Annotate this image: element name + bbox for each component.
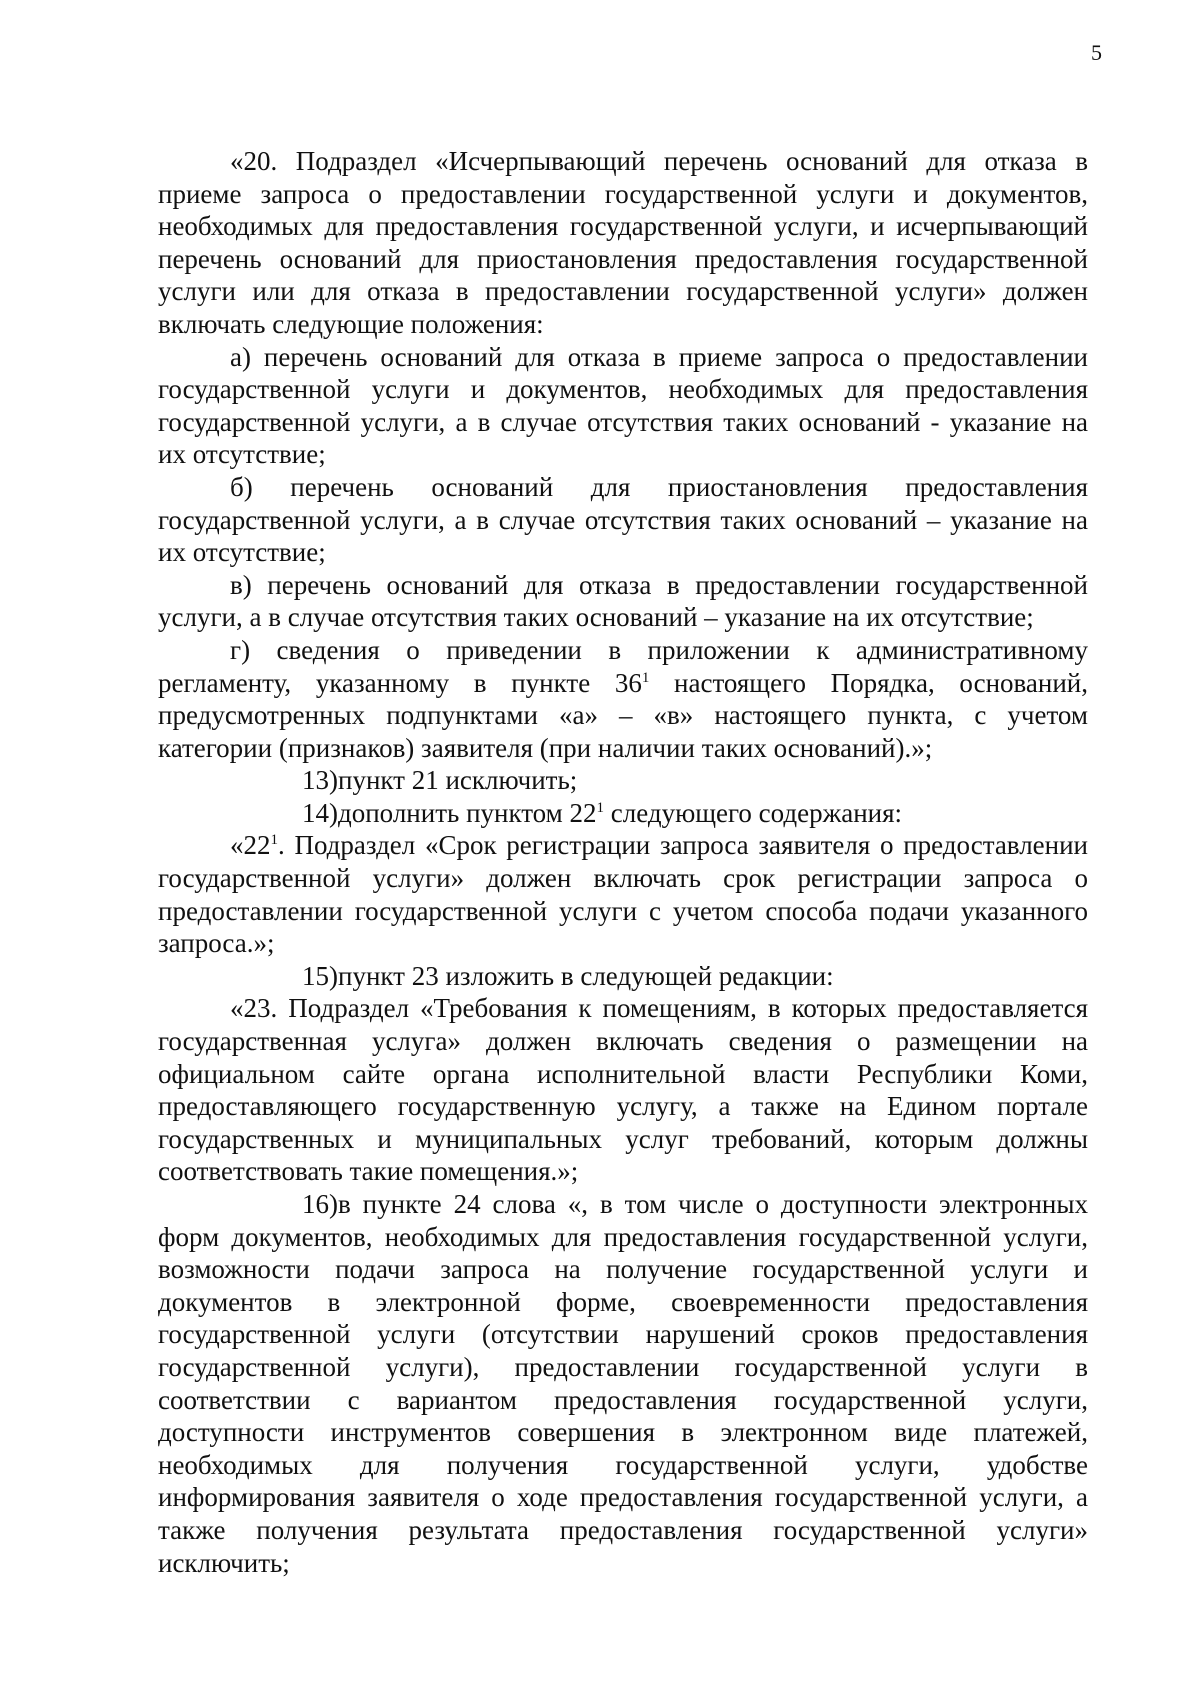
item-16	[158, 1188, 1088, 1579]
page-number: 5	[1091, 40, 1102, 65]
paragraph-g	[158, 634, 1088, 764]
item-15-number: 15)	[302, 960, 338, 991]
item-14-superscript: 1	[596, 799, 604, 816]
item-14-number: 14)	[302, 797, 338, 828]
paragraph-v: в) перечень оснований для отказа в предоставлении государственной услуги, а в случае отсутствия таких оснований – указание на их отсутствие;	[158, 569, 1088, 633]
paragraph-g-superscript: 1	[641, 669, 650, 686]
paragraph-g-text-2: настоящего Порядка, оснований, предусмотренных подпунктами «а» – «в» настоящего пункта, с учетом категории (признаков) заявителя (при наличии таких оснований).»;	[158, 667, 1088, 763]
paragraph-23: «23. Подраздел «Требования к помещениям, в которых предоставляется государственная услуга» должен включать сведения о размещении на официальном сайте органа исполнительной власти Республики Коми, предоставляющего государственную услугу, а также на Едином портале государственных и муниципальных услуг требований, которым должны соответствовать такие помещения.»;	[158, 993, 1088, 1187]
item-13	[158, 764, 1088, 797]
item-16-number: 16)	[302, 1189, 338, 1219]
paragraph-22-1-superscript: 1	[270, 832, 278, 849]
paragraph-20: «20. Подраздел «Исчерпывающий перечень оснований для отказа в приеме запроса о предоставлении государственной услуги и документов, необходимых для предоставления государственной услуги, и исчерпывающий перечень оснований для приостановления предоставления государственной услуги или для отказа в предоставлении государственной услуги» должен включать следующие положения:	[158, 146, 1088, 339]
item-16-text: в пункте 24 слова «, в том числе о доступности электронных форм документов, необходимых для предоставления государственной услуги, возможности подачи запроса на получение государственной услуги и документов в электронной форме, своевременности предоставления государственной услуги (отсутствии нарушений сроков предоставления государственной услуги), предоставлении государственной услуги в соответствии с вариантом предоставления государственной услуги, доступности инструментов совершения в электронном виде платежей, необходимых для получения государственной услуги, удобстве информирования заявителя о ходе предоставления государственной услуги, а также получения результата предоставления государственной услуги» исключить;	[158, 1189, 1088, 1578]
paragraph-22-1-text-2: . Подраздел «Срок регистрации запроса заявителя о предоставлении государственной услуги» должен включать срок регистрации запроса о предоставлении государственной услуги с учетом способа подачи указанного запроса.»;	[158, 830, 1088, 959]
paragraph-g-text-1: г) сведения о приведении в приложении к административному регламенту, указанному в пункте 36	[158, 634, 1088, 698]
item-13-number: 13)	[302, 765, 338, 796]
item-14-text-2: следующего содержания:	[604, 797, 903, 828]
paragraph-a: а) перечень оснований для отказа в приеме запроса о предоставлении государственной услуги и документов, необходимых для предоставления государственной услуги, а в случае отсутствия таких оснований - указание на их отсутствие;	[158, 341, 1088, 470]
paragraph-b: б) перечень оснований для приостановления предоставления государственной услуги, а в случае отсутствия таких оснований – указание на их отсутствие;	[158, 471, 1088, 568]
item-15	[158, 960, 1088, 993]
item-15-text: пункт 23 изложить в следующей редакции:	[338, 960, 834, 991]
item-14	[158, 797, 1088, 830]
paragraph-22-1	[158, 829, 1088, 959]
paragraph-22-1-text-1: «22	[230, 830, 271, 861]
item-13-text: пункт 21 исключить;	[338, 765, 578, 796]
document-body	[158, 145, 1088, 1579]
item-14-text-1: дополнить пунктом 22	[338, 797, 597, 828]
